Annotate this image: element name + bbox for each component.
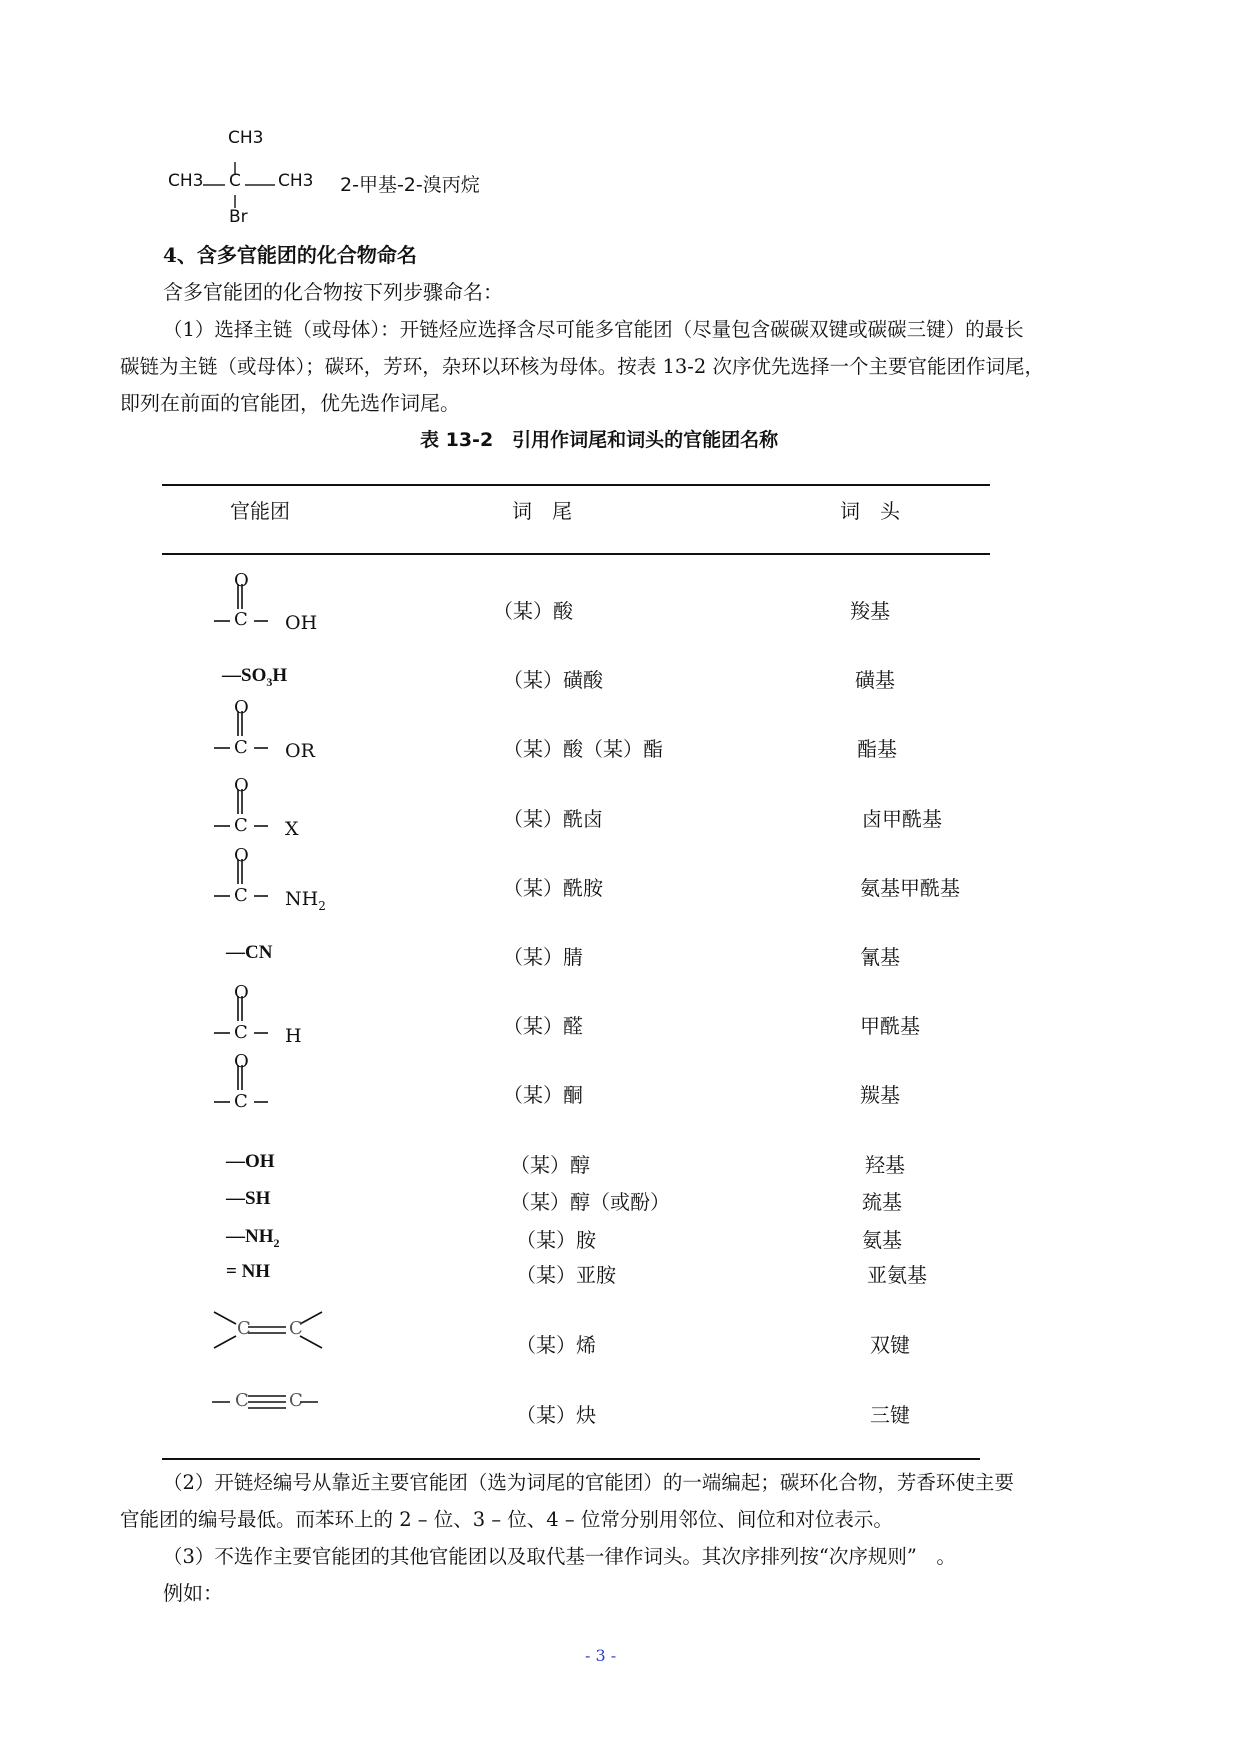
- example-atom-bottom: Br: [229, 207, 248, 227]
- step3: （3）不选作主要官能团的其他官能团以及取代基一律作词头。其次序排列按“次序规则” 。: [163, 1545, 956, 1568]
- row13-prefix: 双键: [870, 1333, 910, 1357]
- example-label: 例如：: [163, 1581, 223, 1605]
- page-number: - 3 -: [585, 1646, 617, 1665]
- row11-prefix: 氨基: [862, 1228, 902, 1252]
- row3-prefix: 酯基: [857, 737, 897, 761]
- row9-prefix: 羟基: [865, 1153, 905, 1177]
- row5-suffix: （某）酰胺: [503, 876, 603, 900]
- step2-line1: （2）开链烃编号从靠近主要官能团（选为词尾的官能团）的一端编起；碳环化合物，芳香环使主要: [163, 1471, 1014, 1494]
- group-structures: [200, 560, 540, 1560]
- example-atom-top: CH3: [228, 128, 264, 148]
- row13-c1: C: [237, 1318, 251, 1339]
- row2-prefix: 磺基: [855, 668, 895, 692]
- row5-nh: $NH_2$: [285, 888, 326, 913]
- row6-prefix: 氰基: [860, 945, 900, 969]
- row9-group: —OH: [226, 1151, 275, 1172]
- row7-c: C: [234, 1022, 248, 1043]
- table-header-suffix: 词 尾: [512, 499, 572, 523]
- row3-suffix: （某）酸（某）酯: [503, 737, 663, 761]
- row14-c1: C: [235, 1390, 249, 1411]
- row5-c: C: [234, 885, 248, 906]
- row2-suffix: （某）磺酸: [503, 668, 603, 692]
- row4-x: X: [285, 818, 299, 840]
- row1-prefix: 羧基: [850, 599, 890, 623]
- row7-h: H: [285, 1025, 302, 1047]
- table-top-rule: [162, 484, 990, 486]
- row10-group: —SH: [226, 1188, 271, 1209]
- row2-group: $—SO_3H$: [222, 665, 288, 689]
- row1-suffix: （某）酸: [493, 599, 573, 623]
- example-atom-right: CH3: [278, 171, 314, 191]
- section-heading: 4、含多官能团的化合物命名: [163, 243, 417, 267]
- table-caption: 表 13-2 引用作词尾和词头的官能团名称: [420, 429, 779, 451]
- row5-o: O: [234, 845, 249, 866]
- example-name: 2-甲基-2-溴丙烷: [340, 174, 480, 196]
- row6-suffix: （某）腈: [503, 945, 583, 969]
- row10-prefix: 巯基: [862, 1190, 902, 1214]
- row14-prefix: 三键: [870, 1403, 910, 1427]
- row9-suffix: （某）醇: [510, 1153, 590, 1177]
- row1-oh: OH: [285, 612, 318, 634]
- row12-group: = NH: [226, 1261, 271, 1282]
- row4-prefix: 卤甲酰基: [862, 807, 942, 831]
- row14-suffix: （某）炔: [516, 1403, 596, 1427]
- row8-c: C: [234, 1091, 248, 1112]
- table-header-prefix: 词 头: [840, 499, 900, 523]
- table-header-group: 官能团: [230, 499, 290, 523]
- row1-o: O: [234, 570, 249, 591]
- row11-suffix: （某）胺: [516, 1228, 596, 1252]
- row1-c: C: [234, 609, 248, 630]
- row8-prefix: 羰基: [860, 1083, 900, 1107]
- row11-group: $—NH_2$: [226, 1226, 280, 1250]
- row4-o: O: [234, 775, 249, 796]
- row8-suffix: （某）酮: [503, 1083, 583, 1107]
- row8-o: O: [234, 1051, 249, 1072]
- row6-group: —CN: [226, 942, 273, 963]
- row7-o: O: [234, 982, 249, 1003]
- row3-or: OR: [285, 740, 315, 762]
- row14-c2: C: [289, 1390, 303, 1411]
- row4-suffix: （某）酰卤: [503, 807, 603, 831]
- step1-line3: 即列在前面的官能团，优先选作词尾。: [120, 391, 460, 415]
- row7-suffix: （某）醛: [503, 1014, 583, 1038]
- row3-o: O: [234, 697, 249, 718]
- step1-line2: 碳链为主链（或母体）；碳环，芳环，杂环以环核为母体。按表 13-2 次序优先选择一个主要官能团作词尾，: [120, 355, 1044, 378]
- row5-prefix: 氨基甲酰基: [860, 876, 960, 900]
- example-atom-center: C: [229, 171, 241, 191]
- row4-c: C: [234, 815, 248, 836]
- row3-c: C: [234, 737, 248, 758]
- step2-line2: 官能团的编号最低。而苯环上的 2 – 位、3 – 位、4 – 位常分别用邻位、间位和对位表示。: [120, 1508, 893, 1531]
- row12-suffix: （某）亚胺: [516, 1263, 616, 1287]
- row13-suffix: （某）烯: [516, 1333, 596, 1357]
- row7-prefix: 甲酰基: [860, 1014, 920, 1038]
- row12-prefix: 亚氨基: [867, 1263, 927, 1287]
- row13-c2: C: [289, 1318, 303, 1339]
- step1-line1: （1）选择主链（或母体）：开链烃应选择含尽可能多官能团（尽量包含碳碳双键或碳碳三键）的最长: [163, 318, 1024, 341]
- example-atom-left: CH3: [168, 171, 204, 191]
- table-header-rule: [162, 553, 990, 555]
- row10-suffix: （某）醇（或酚）: [510, 1190, 670, 1214]
- section-intro: 含多官能团的化合物按下列步骤命名：: [163, 280, 503, 304]
